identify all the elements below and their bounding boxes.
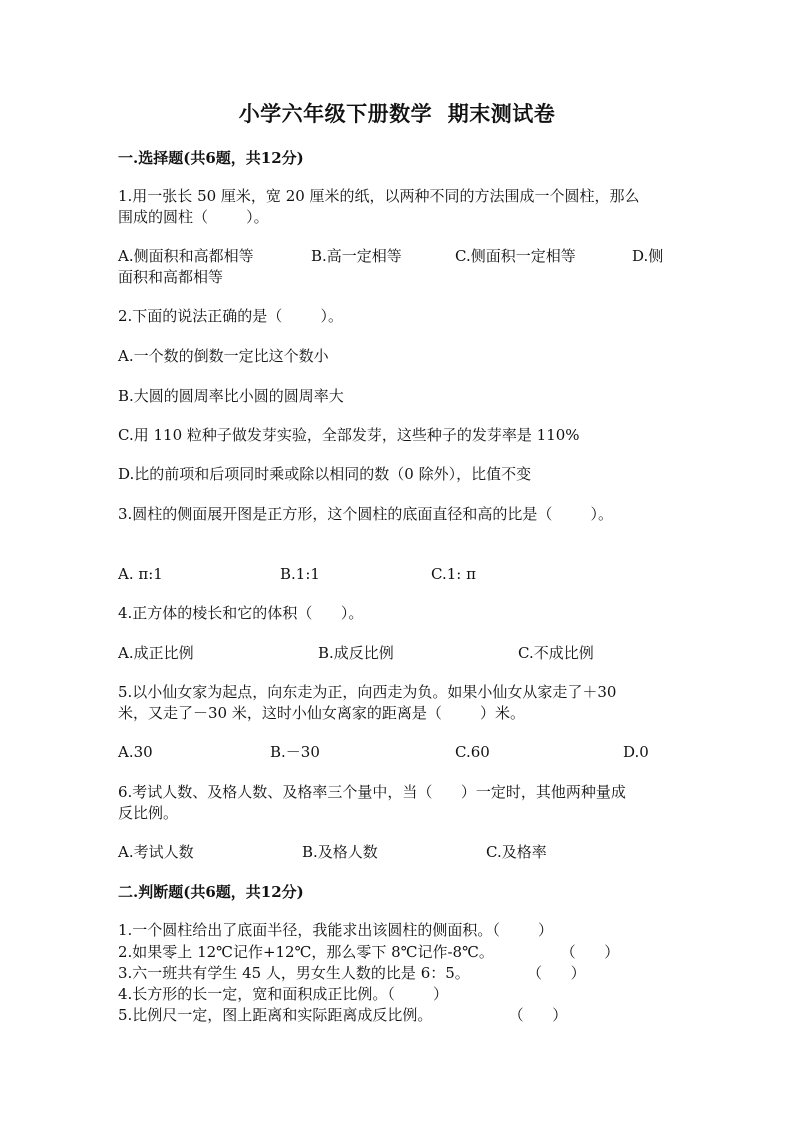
judge-item-3: 3.六一班共有学生 45 人，男女生人数的比是 6：5。 （ ）: [118, 964, 586, 982]
question-4-option-c: C.不成比例: [518, 644, 594, 662]
question-2-option-b: B.大圆的圆周率比小圆的圆周率大: [118, 387, 344, 405]
section-heading-judge: 二.判断题(共6题，共12分): [118, 883, 304, 901]
question-3-option-a: A. π:1: [118, 565, 163, 583]
question-6-line-1: 6.考试人数、及格人数、及格率三个量中，当（ ）一定时，其他两种量成: [118, 783, 626, 801]
question-5-option-b: B.－30: [270, 743, 320, 761]
question-6-option-c: C.及格率: [486, 843, 547, 861]
question-5-option-d: D.0: [623, 743, 649, 761]
judge-item-1: 1.一个圆柱给出了底面半径，我能求出该圆柱的侧面积。（ ）: [118, 921, 553, 939]
question-2-option-c: C.用 110 粒种子做发芽实验，全部发芽，这些种子的发芽率是 110%: [118, 426, 580, 444]
question-1-option-d-part-1: D.侧: [632, 247, 664, 265]
judge-item-2: 2.如果零上 12℃记作+12℃，那么零下 8℃记作-8℃。 （ ）: [118, 943, 620, 961]
question-6-option-a: A.考试人数: [118, 843, 194, 861]
question-5-line-2: 米，又走了－30 米，这时小仙女离家的距离是（ ）米。: [118, 704, 526, 722]
question-2-option-a: A.一个数的倒数一定比这个数小: [118, 347, 329, 365]
judge-item-4: 4.长方形的长一定，宽和面积成正比例。（ ）: [118, 985, 448, 1003]
question-4-stem: 4.正方体的棱长和它的体积（ ）。: [118, 604, 364, 622]
judge-item-5: 5.比例尺一定，图上距离和实际距离成反比例。 （ ）: [118, 1006, 568, 1024]
section-heading-choice: 一.选择题(共6题，共12分): [118, 149, 304, 167]
question-5-line-1: 5.以小仙女家为起点，向东走为正，向西走为负。如果小仙女从家走了＋30: [118, 683, 617, 701]
question-6-line-2: 反比例。: [118, 804, 179, 822]
question-6-option-b: B.及格人数: [302, 843, 378, 861]
question-4-option-a: A.成正比例: [118, 644, 194, 662]
question-1-option-c: C.侧面积一定相等: [455, 247, 576, 265]
question-1-line-2: 围成的圆柱（ ）。: [118, 208, 269, 226]
question-1-line-1: 1.用一张长 50 厘米，宽 20 厘米的纸，以两种不同的方法围成一个圆柱，那么: [118, 187, 640, 205]
question-5-option-c: C.60: [455, 743, 490, 761]
question-4-option-b: B.成反比例: [318, 644, 394, 662]
question-3-option-c: C.1: π: [431, 565, 476, 583]
question-5-option-a: A.30: [118, 743, 153, 761]
question-1-option-b: B.高一定相等: [311, 247, 402, 265]
question-2-stem: 2.下面的说法正确的是（ ）。: [118, 307, 343, 325]
question-1-option-d-part-2: 面积和高都相等: [118, 268, 224, 286]
question-3-stem: 3.圆柱的侧面展开图是正方形，这个圆柱的底面直径和高的比是（ ）。: [118, 505, 613, 523]
question-3-option-b: B.1:1: [280, 565, 320, 583]
question-1-option-a: A.侧面积和高都相等: [118, 247, 254, 265]
question-2-option-d: D.比的前项和后项同时乘或除以相同的数（0 除外），比值不变: [118, 465, 532, 483]
page-title: 小学六年级下册数学 期末测试卷: [238, 101, 556, 126]
